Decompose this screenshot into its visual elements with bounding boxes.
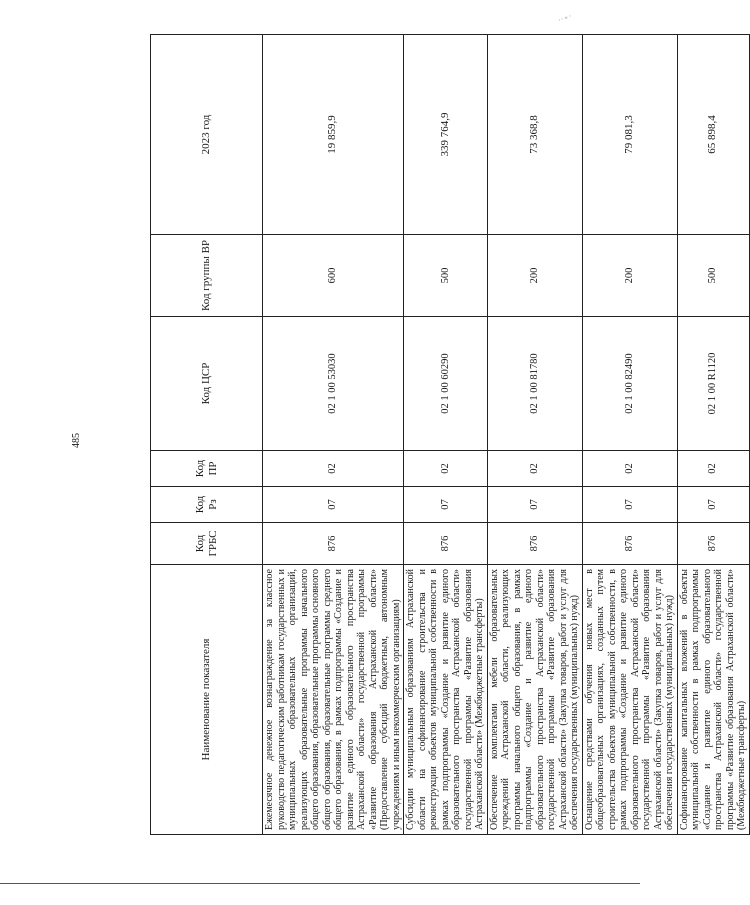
- row-amount: 339 764,9: [404, 35, 488, 235]
- row-name: Обеспечение комплектами мебели образовательных учреждений Астраханской области, реализующих программы начального общего образования, в рамках подпрограммы «Создание и развитие единого образовательного пространства Астраханской области» государственной программы «Развитие образования Астраханской области» (Закупка товаров, работ и услуг для обеспечения государственных (муниципальных) нужд): [487, 565, 582, 835]
- row-rz: 07: [487, 487, 582, 523]
- row-csr: 02 1 00 81780: [487, 317, 582, 451]
- header-pr: Код ПР: [151, 451, 263, 487]
- table-row: [404, 35, 488, 835]
- page-number: 485: [71, 433, 82, 448]
- table-row: [582, 35, 677, 835]
- row-csr: 02 1 00 60290: [404, 317, 488, 451]
- row-amount: 79 081,3: [582, 35, 677, 235]
- header-grbs: Код ГРБС: [151, 523, 263, 565]
- header-year: 2023 год: [151, 35, 263, 235]
- row-name: Субсидии муниципальным образованиям Астраханской области на софинансирование строительства и реконструкции объектов муниципальной собственности в рамках подпрограммы «Создание и развитие единого образовательного пространства Астраханской области» государственной программы «Развитие образования Астраханской области» (Межбюджетные трансферты): [404, 565, 488, 835]
- row-rz: 07: [404, 487, 488, 523]
- row-amount: 65 898,4: [677, 35, 749, 235]
- row-rz: 07: [677, 487, 749, 523]
- scan-smudge: ⋅⋅⋆⋅: [556, 11, 574, 27]
- header-vr: Код группы ВР: [151, 235, 263, 317]
- row-vr: 600: [263, 235, 404, 317]
- row-pr: 02: [677, 451, 749, 487]
- table-row: [263, 35, 404, 835]
- row-pr: 02: [582, 451, 677, 487]
- header-name: Наименование показателя: [151, 565, 263, 835]
- row-amount: 73 368,8: [487, 35, 582, 235]
- row-vr: 200: [487, 235, 582, 317]
- row-vr: 500: [404, 235, 488, 317]
- row-grbs: 876: [487, 523, 582, 565]
- row-vr: 200: [582, 235, 677, 317]
- table-row: [487, 35, 582, 835]
- row-rz: 07: [582, 487, 677, 523]
- row-name: Софинансирование капитальных вложений в объекты муниципальной собственности в рамках подпрограммы «Создание и развитие единого образовательного пространства Астраханской области» государственной программы «Развитие образования Астраханской области» (Межбюджетные трансферты): [677, 565, 749, 835]
- row-pr: 02: [263, 451, 404, 487]
- row-csr: 02 1 00 53030: [263, 317, 404, 451]
- row-csr: 02 1 00 R1120: [677, 317, 749, 451]
- row-rz: 07: [263, 487, 404, 523]
- row-name: Ежемесячное денежное вознаграждение за классное руководство педагогическим работникам государственных и муниципальных образовательных организаций, реализующих образовательные программы начального общего образования, образовательные программы основного общего образования, образовательные программы среднего общего образования, в рамках подпрограммы «Создание и развитие единого образовательного пространства Астраханской области» государственной программы «Развитие образования Астраханской области» (Предоставление субсидий бюджетным, автономным учреждениям и иным некоммерческим организациям): [263, 565, 404, 835]
- header-row: [151, 35, 263, 835]
- row-pr: 02: [487, 451, 582, 487]
- row-pr: 02: [404, 451, 488, 487]
- row-grbs: 876: [263, 523, 404, 565]
- row-name: Оснащение средствами обучения новых мест в общеобразовательных организациях, созданных путем строительства объектов муниципальной собственности, в рамках подпрограммы «Создание и развитие единого образовательного пространства Астраханской области» государственной программы «Развитие образования Астраханской области» (Закупка товаров, работ и услуг для обеспечения государственных (муниципальных) нужд): [582, 565, 677, 835]
- header-rz: Код Рз: [151, 487, 263, 523]
- row-vr: 500: [677, 235, 749, 317]
- scan-edge-line: [0, 883, 640, 884]
- row-grbs: 876: [404, 523, 488, 565]
- row-grbs: 876: [677, 523, 749, 565]
- row-grbs: 876: [582, 523, 677, 565]
- budget-table: [150, 34, 750, 835]
- row-csr: 02 1 00 82490: [582, 317, 677, 451]
- row-amount: 19 859,9: [263, 35, 404, 235]
- table-row: [677, 35, 749, 835]
- rotated-table-container: [150, 35, 747, 835]
- header-csr: Код ЦСР: [151, 317, 263, 451]
